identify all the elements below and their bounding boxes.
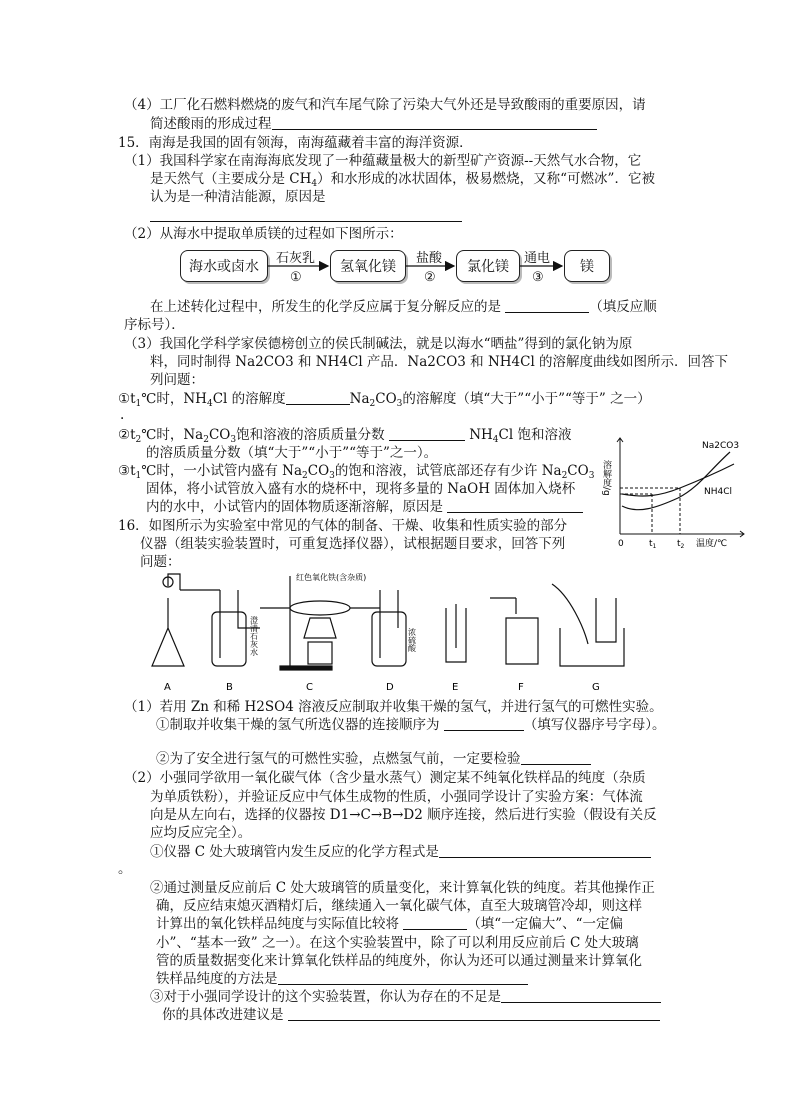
apparatus-oxide-label: 红色氧化铁(含杂质) [296, 573, 367, 582]
q15-p2-line2: 在上述转化过程中，所发生的化学反应属于复分解反应的是 （填反应顺 [150, 299, 657, 315]
q16-p2-line4: 应均反应完全）。 [150, 825, 252, 841]
q15-s3-line3: 内的水中，小试管内的固体物质逐渐溶解，原因是 [146, 498, 583, 516]
chart-ylabel: 溶解度/g [601, 460, 611, 496]
apparatus-limewater-label: 澄清石灰水 [249, 616, 259, 656]
flow-box-mg-hydroxide: 氢氧化镁 [330, 250, 406, 282]
answer-blank[interactable] [389, 426, 465, 441]
answer-blank[interactable] [278, 970, 528, 985]
q14-line1: （4）工厂化石燃料燃烧的废气和汽车尾气除了污染大气外还是导致酸雨的重要原因，请 [124, 97, 646, 113]
flow-box-magnesium: 镁 [564, 250, 610, 282]
q16-p2-line8: 确，反应结束熄灭酒精灯后，继续通入一氧化碳气体，直至大玻璃管冷却，则这样 [156, 898, 642, 914]
answer-blank[interactable] [505, 298, 589, 313]
q15-heading: 15．南海是我国的固有领海，南海蕴藏着丰富的海洋资源． [118, 135, 473, 151]
q16-p2-line2: 为单质铁粉），并验证反应中气体生成物的性质，小强同学设计了实验方案：气体流 [150, 789, 643, 805]
na2co3-curve [622, 452, 733, 510]
chart-t1-label: $t_1$ [649, 539, 657, 550]
q15-p1-line2: 是天然气（主要成分是 $CH_4$）和水形成的冰状固体，极易燃烧，又称“可燃冰”．它被 [150, 171, 655, 189]
apparatus-label-e: E [452, 682, 459, 693]
answer-blank[interactable] [439, 843, 651, 858]
flow-step-1: ① [290, 270, 302, 285]
apparatus-label-g: G [592, 682, 600, 693]
flow-reagent-3: 通电 [524, 251, 551, 266]
apparatus-c-lamp [308, 642, 332, 664]
apparatus-a-funnel [168, 574, 180, 590]
q14-line2: 简述酸雨的形成过程 [150, 115, 597, 133]
flow-box-mg-chloride: 氯化镁 [456, 250, 520, 282]
chart-legend-na2co3: Na2CO3 [702, 441, 740, 451]
answer-blank[interactable] [403, 915, 467, 930]
flow-step-2: ② [424, 270, 436, 285]
q15-s1-line1: $①t_1℃$时，$NH_4Cl$ 的溶解度 $Na_2CO_3$的溶解度（填“大于”“小于”“等于” 之一） [118, 391, 651, 409]
q16-p2-line7: ②通过测量反应前后 C 处大玻璃管的质量变化，来计算氧化铁的纯度。若其他操作正 [150, 880, 655, 896]
q15-p3-line1: （3）我国化学科学家侯德榜创立的侯氏制碱法，就是以海水“晒盐”得到的氯化钠为原 [124, 336, 633, 352]
answer-blank[interactable] [521, 750, 591, 765]
q16-p2-line14: 你的具体改进建议是 [162, 1006, 660, 1024]
apparatus-c-base [280, 666, 332, 670]
apparatus-f-tube [490, 598, 516, 614]
q15-s3-line2: 固体，将小试管放入盛有水的烧杯中，现将多量的 NaOH 固体加入烧杯 [146, 481, 576, 497]
apparatus-g-delivery [552, 584, 588, 644]
apparatus-label-b: B [226, 682, 233, 693]
q16-line1: 16．如图所示为实验室中常见的气体的制备、干燥、收集和性质实验的部分 [118, 518, 568, 534]
q16-p1-line1: （1）若用 Zn 和稀 H2SO4 溶液反应制取并收集干燥的氢气，并进行氢气的可燃性实验。 [124, 699, 663, 715]
q16-p1-line3: ②为了安全进行氢气的可燃性实验，点燃氢气前，一定要检验 [156, 750, 591, 768]
apparatus-c-burner [304, 618, 336, 638]
apparatus-d-tubes [380, 590, 398, 658]
apparatus-b-bottle [212, 612, 246, 666]
apparatus-c-glass-tube [290, 601, 350, 615]
q16-p2-line13: ③对于小强同学设计的这个实验装置，你认为存在的不足是 [150, 988, 661, 1006]
solubility-chart [598, 430, 748, 550]
chart-origin: 0 [618, 539, 624, 549]
q16-p2-line1: （2）小强同学欲用一氧化碳气体（含少量水蒸气）测定某不纯氧化铁样品的纯度（杂质 [124, 770, 646, 786]
apparatus-g-tube [596, 598, 616, 642]
flow-box-seawater: 海水或卤水 [180, 250, 268, 282]
apparatus-label-a: A [164, 682, 171, 693]
q16-p2-line6: 。 [118, 861, 132, 877]
answer-blank[interactable] [288, 1006, 660, 1021]
q16-p2-line3: 向是从左向右，选择的仪器按 D1→C→B→D2 顺序连接，然后进行实验（假设有关反 [150, 807, 657, 823]
flow-step-3: ③ [532, 270, 544, 285]
q15-s3-line1: $③t_1℃$时，一小试管内盛有 $Na_2CO_3$的饱和溶液，试管底部还存有少许 $Na_2CO_3$ [118, 463, 595, 481]
chart-legend-nh4cl: NH4Cl [704, 487, 733, 497]
q16-p2-line5: ①仪器 C 处大玻璃管内发生反应的化学方程式是 [150, 843, 651, 861]
q16-p1-line2: ①制取并收集干燥的氢气所选仪器的连接顺序为 （填写仪器序号字母）。 [156, 717, 666, 733]
q15-p1-line1: （1）我国科学家在南海海底发现了一种蕴藏量极大的新型矿产资源--天然气水合物，它 [124, 153, 642, 169]
apparatus-a-flask [152, 598, 184, 666]
q16-p2-line12: 铁样品纯度的方法是 [156, 970, 528, 988]
apparatus-label-c: C [306, 682, 313, 693]
q16-line2: 仪器（组装实验装置时，可重复选择仪器），试根据题目要求，回答下列 [140, 536, 566, 552]
q15-p2-line1: （2）从海水中提取单质镁的过程如下图所示： [124, 226, 403, 242]
flow-arrows [0, 0, 790, 300]
flow-reagent-1: 石灰乳 [276, 251, 316, 266]
answer-blank[interactable] [286, 390, 350, 405]
q15-s2-line1: $②t_2℃$时，$Na_2CO_3$饱和溶液的溶质质量分数 $NH_4Cl$ 饱和溶液 [118, 427, 572, 445]
apparatus-d-bottle [372, 612, 406, 666]
flow-reagent-2: 盐酸 [416, 251, 443, 266]
apparatus-figure [140, 568, 640, 696]
apparatus-acid-label: 浓硫酸 [407, 628, 417, 652]
q15-s1-period: . [120, 407, 125, 423]
q15-p2-line3: 序标号）． [124, 317, 185, 333]
chart-xlabel: 温度/℃ [696, 539, 728, 549]
apparatus-label-f: F [518, 682, 524, 693]
q16-line3: 问题： [140, 554, 181, 570]
q15-p1-line3: 认为是一种清洁能源，原因是 [150, 189, 326, 205]
q15-s2-line2: 的溶质质量分数（填“大于”“小于”“等于”之一）。 [146, 445, 438, 461]
chart-t2-label: $t_2$ [677, 539, 685, 550]
q16-p2-line10: 小”、“基本一致” 之一）。在这个实验装置中，除了可以利用反应前后 C 处大玻璃 [156, 935, 639, 951]
apparatus-f-bottle [506, 618, 538, 664]
q15-p3-line2: 料，同时制得 Na2CO3 和 NH4Cl 产品．Na2CO3 和 NH4Cl 的溶解度曲线如图所示．回答下 [150, 354, 729, 370]
q15-p3-line3: 列问题： [150, 372, 204, 388]
answer-blank[interactable] [444, 716, 524, 731]
answer-blank[interactable] [501, 988, 661, 1003]
apparatus-label-d: D [386, 682, 394, 693]
q16-p2-line11: 管的质量数据变化来计算氧化铁样品的纯度外，你认为还可以通过测量来计算氧化 [156, 953, 642, 969]
apparatus-g-trough [560, 628, 624, 666]
q16-p2-line9: 计算出的氧化铁样品纯度与实际值比较将 （填“一定偏大”、“一定偏 [156, 916, 624, 932]
answer-blank[interactable] [447, 498, 583, 513]
